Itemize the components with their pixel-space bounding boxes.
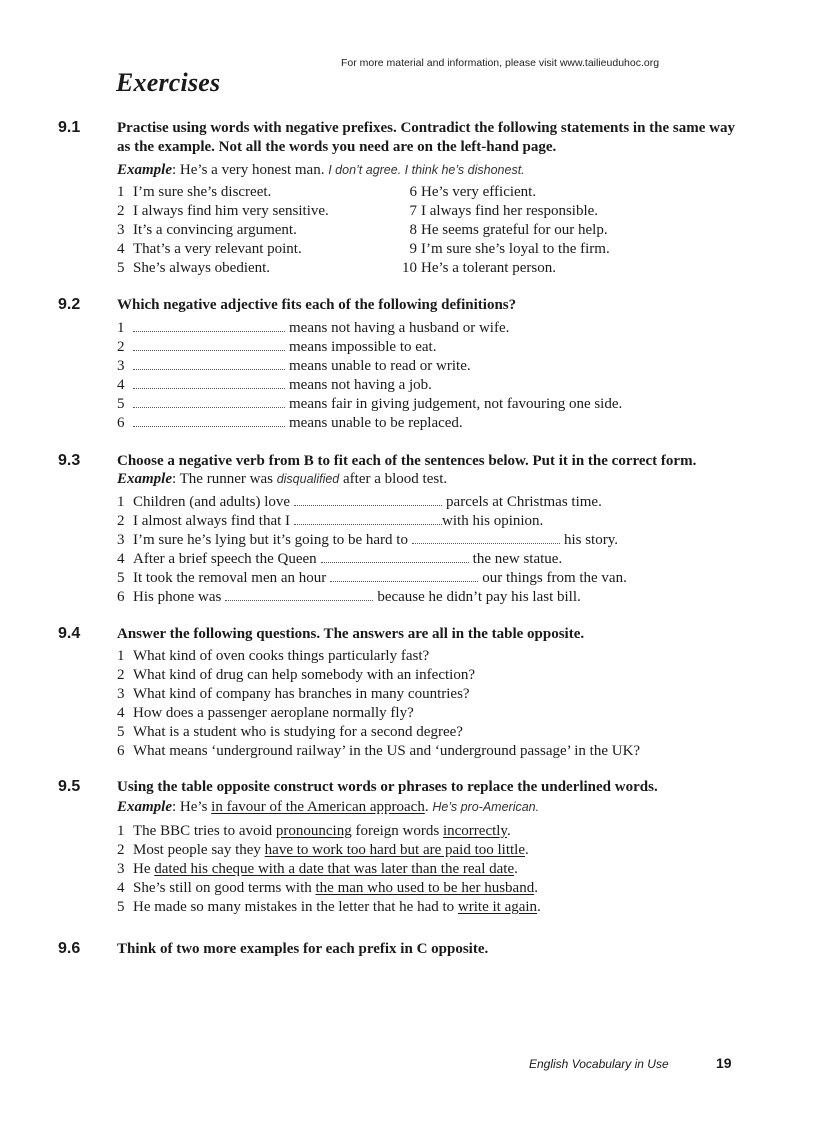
list-item: 1 means not having a husband or wife. [117, 320, 510, 336]
list-item: 2 Most people say they have to work too hard but are paid too little. [117, 842, 529, 858]
list-item: 5 What is a student who is studying for a second degree? [117, 724, 463, 740]
example-answer: I don’t agree. I think he’s dishonest. [328, 163, 525, 177]
example-text: : He’s a very honest man. [172, 162, 325, 178]
list-item: 2 means impossible to eat. [117, 339, 437, 355]
example-label: Example [117, 471, 172, 487]
list-item: 4 She’s still on good terms with the man who used to be her husband. [117, 880, 538, 896]
underlined-phrase: in favour of the American approach [211, 799, 425, 815]
exercise-instruction: Which negative adjective fits each of the following definitions? [117, 297, 517, 313]
exercise-instruction: Answer the following questions. The answers are all in the table opposite. [117, 626, 585, 642]
list-item: 5 He made so many mistakes in the letter that he had to write it again. [117, 899, 541, 915]
exercise-instruction: Using the table opposite construct words or phrases to replace the underlined words. [117, 779, 658, 795]
exercise-number: 9.2 [58, 296, 81, 313]
list-item: 5 means fair in giving judgement, not favouring one side. [117, 396, 623, 412]
page-number: 19 [716, 1055, 732, 1071]
list-item: 3 He dated his cheque with a date that was later than the real date. [117, 861, 518, 877]
answer-blank[interactable] [133, 376, 285, 389]
list-item: 6 means unable to be replaced. [117, 415, 463, 431]
list-item: 1 The BBC tries to avoid pronouncing foreign words incorrectly. [117, 823, 511, 839]
list-item: 3 I’m sure he’s lying but it’s going to be hard to his story. [117, 532, 618, 548]
exercise-instruction: Think of two more examples for each prefix in C opposite. [117, 941, 489, 957]
book-title: English Vocabulary in Use [529, 1057, 669, 1071]
list-item: 3 means unable to read or write. [117, 358, 471, 374]
list-item: 9 I’m sure she’s loyal to the firm. [409, 241, 610, 257]
list-item: 2 What kind of drug can help somebody with an infection? [117, 667, 475, 683]
list-item: 2 I almost always find that I with his opinion. [117, 513, 544, 529]
exercise-number: 9.4 [58, 625, 81, 642]
answer-blank[interactable] [133, 357, 285, 370]
exercise-number: 9.1 [58, 119, 81, 136]
answer-blank[interactable] [133, 414, 285, 427]
exercise-number: 9.6 [58, 940, 81, 957]
list-item: 4 That’s a very relevant point. [117, 241, 302, 257]
example-line: Example: The runner was disqualified after a blood test. [117, 471, 448, 487]
list-item: 6 His phone was because he didn’t pay his last bill. [117, 589, 581, 605]
list-item: 5 It took the removal men an hour our things from the van. [117, 570, 627, 586]
list-item: 7 I always find her responsible. [409, 203, 599, 219]
example-answer: disqualified [276, 472, 340, 486]
website-note: For more material and information, please visit www.tailieuduhoc.org [341, 57, 660, 69]
list-item: 5 She’s always obedient. [117, 260, 271, 276]
answer-blank[interactable] [225, 588, 373, 601]
list-item: 6 What means ‘underground railway’ in the US and ‘underground passage’ in the UK? [117, 743, 641, 759]
list-item: 6 He’s very efficient. [409, 184, 537, 200]
list-item: 3 What kind of company has branches in many countries? [117, 686, 470, 702]
answer-blank[interactable] [133, 338, 285, 351]
list-item: 8 He seems grateful for our help. [409, 222, 608, 238]
answer-blank[interactable] [321, 550, 469, 563]
list-item: 10 He’s a tolerant person. [402, 260, 556, 276]
example-label: Example [117, 799, 172, 815]
example-label: Example [117, 162, 172, 178]
list-item: 1 What kind of oven cooks things particularly fast? [117, 648, 430, 664]
list-item: 1 Children (and adults) love parcels at Christmas time. [117, 494, 602, 510]
answer-blank[interactable] [294, 512, 442, 525]
example-answer: He’s pro-American. [432, 800, 540, 814]
list-item: 1 I’m sure she’s discreet. [117, 184, 272, 200]
answer-blank[interactable] [133, 319, 285, 332]
exercise-instruction: Practise using words with negative prefixes. Contradict the following statements in the same way as the example. Not all the words you need are on the left-hand page. [117, 120, 735, 155]
page-title: Exercises [116, 68, 221, 97]
answer-blank[interactable] [412, 531, 560, 544]
exercise-instruction: Choose a negative verb from B to fit each of the sentences below. Put it in the correct form. [117, 453, 697, 469]
list-item: 3 It’s a convincing argument. [117, 222, 297, 238]
list-item: 4 After a brief speech the Queen the new statue. [117, 551, 563, 567]
exercise-number: 9.5 [58, 778, 81, 795]
example-line: Example: He’s in favour of the American approach. He’s pro-American. [117, 799, 540, 815]
list-item: 4 means not having a job. [117, 377, 432, 393]
example-line [117, 161, 525, 180]
answer-blank[interactable] [294, 493, 442, 506]
answer-blank[interactable] [133, 395, 285, 408]
answer-blank[interactable] [330, 569, 478, 582]
exercise-number: 9.3 [58, 452, 81, 469]
list-item: 4 How does a passenger aeroplane normally fly? [117, 705, 414, 721]
list-item: 2 I always find him very sensitive. [117, 203, 329, 219]
